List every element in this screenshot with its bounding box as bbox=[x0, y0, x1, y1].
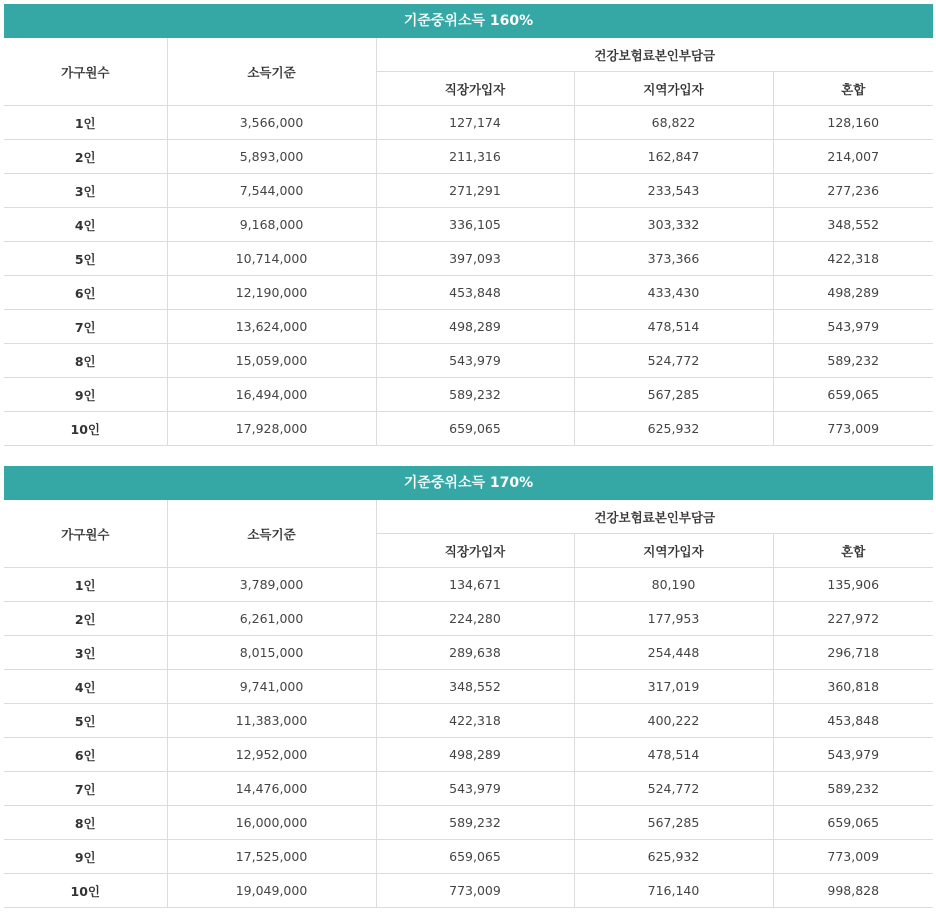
mixed-cell: 296,718 bbox=[773, 636, 933, 670]
income-cell: 15,059,000 bbox=[167, 344, 376, 378]
regional-cell: 162,847 bbox=[574, 140, 773, 174]
household-cell: 1인 bbox=[4, 568, 167, 602]
regional-cell: 233,543 bbox=[574, 174, 773, 208]
table-row bbox=[4, 704, 933, 738]
workplace-cell: 543,979 bbox=[376, 772, 574, 806]
income-cell: 8,015,000 bbox=[167, 636, 376, 670]
household-cell: 4인 bbox=[4, 670, 167, 704]
income-cell: 11,383,000 bbox=[167, 704, 376, 738]
regional-cell: 317,019 bbox=[574, 670, 773, 704]
regional-cell: 567,285 bbox=[574, 806, 773, 840]
household-cell: 10인 bbox=[4, 874, 167, 908]
income-cell: 17,928,000 bbox=[167, 412, 376, 446]
workplace-cell: 224,280 bbox=[376, 602, 574, 636]
workplace-cell: 589,232 bbox=[376, 378, 574, 412]
mixed-cell: 227,972 bbox=[773, 602, 933, 636]
header-workplace: 직장가입자 bbox=[376, 72, 574, 106]
household-cell: 5인 bbox=[4, 704, 167, 738]
income-cell: 14,476,000 bbox=[167, 772, 376, 806]
header-workplace: 직장가입자 bbox=[376, 534, 574, 568]
mixed-cell: 128,160 bbox=[773, 106, 933, 140]
regional-cell: 625,932 bbox=[574, 412, 773, 446]
header-income: 소득기준 bbox=[167, 500, 376, 568]
header-regional: 지역가입자 bbox=[574, 72, 773, 106]
workplace-cell: 498,289 bbox=[376, 738, 574, 772]
table-row bbox=[4, 568, 933, 602]
workplace-cell: 659,065 bbox=[376, 840, 574, 874]
header-regional: 지역가입자 bbox=[574, 534, 773, 568]
regional-cell: 524,772 bbox=[574, 772, 773, 806]
household-cell: 2인 bbox=[4, 602, 167, 636]
regional-cell: 567,285 bbox=[574, 378, 773, 412]
table-row bbox=[4, 140, 933, 174]
income-cell: 16,494,000 bbox=[167, 378, 376, 412]
table-row bbox=[4, 174, 933, 208]
mixed-cell: 773,009 bbox=[773, 412, 933, 446]
table-row bbox=[4, 106, 933, 140]
regional-cell: 625,932 bbox=[574, 840, 773, 874]
workplace-cell: 348,552 bbox=[376, 670, 574, 704]
household-cell: 9인 bbox=[4, 378, 167, 412]
table-row bbox=[4, 242, 933, 276]
table-row bbox=[4, 636, 933, 670]
workplace-cell: 271,291 bbox=[376, 174, 574, 208]
regional-cell: 68,822 bbox=[574, 106, 773, 140]
income-cell: 6,261,000 bbox=[167, 602, 376, 636]
workplace-cell: 134,671 bbox=[376, 568, 574, 602]
regional-cell: 524,772 bbox=[574, 344, 773, 378]
household-cell: 10인 bbox=[4, 412, 167, 446]
table-block-170 bbox=[4, 466, 933, 908]
table-row bbox=[4, 772, 933, 806]
table-title: 기준중위소득 170% bbox=[4, 466, 933, 500]
regional-cell: 177,953 bbox=[574, 602, 773, 636]
income-cell: 16,000,000 bbox=[167, 806, 376, 840]
income-cell: 12,190,000 bbox=[167, 276, 376, 310]
income-cell: 12,952,000 bbox=[167, 738, 376, 772]
workplace-cell: 589,232 bbox=[376, 806, 574, 840]
income-cell: 9,168,000 bbox=[167, 208, 376, 242]
workplace-cell: 336,105 bbox=[376, 208, 574, 242]
income-cell: 10,714,000 bbox=[167, 242, 376, 276]
mixed-cell: 453,848 bbox=[773, 704, 933, 738]
header-row bbox=[4, 500, 933, 534]
income-cell: 13,624,000 bbox=[167, 310, 376, 344]
income-cell: 19,049,000 bbox=[167, 874, 376, 908]
household-cell: 7인 bbox=[4, 310, 167, 344]
header-premium-group: 건강보험료본인부담금 bbox=[376, 38, 933, 72]
table-row bbox=[4, 806, 933, 840]
mixed-cell: 659,065 bbox=[773, 806, 933, 840]
income-cell: 17,525,000 bbox=[167, 840, 376, 874]
header-premium-group: 건강보험료본인부담금 bbox=[376, 500, 933, 534]
table-row bbox=[4, 344, 933, 378]
income-cell: 3,566,000 bbox=[167, 106, 376, 140]
table-row bbox=[4, 378, 933, 412]
header-mixed: 혼합 bbox=[773, 72, 933, 106]
household-cell: 3인 bbox=[4, 636, 167, 670]
workplace-cell: 211,316 bbox=[376, 140, 574, 174]
household-cell: 9인 bbox=[4, 840, 167, 874]
workplace-cell: 289,638 bbox=[376, 636, 574, 670]
household-cell: 4인 bbox=[4, 208, 167, 242]
workplace-cell: 659,065 bbox=[376, 412, 574, 446]
regional-cell: 303,332 bbox=[574, 208, 773, 242]
table-row bbox=[4, 840, 933, 874]
mixed-cell: 277,236 bbox=[773, 174, 933, 208]
mixed-cell: 214,007 bbox=[773, 140, 933, 174]
workplace-cell: 397,093 bbox=[376, 242, 574, 276]
regional-cell: 254,448 bbox=[574, 636, 773, 670]
mixed-cell: 422,318 bbox=[773, 242, 933, 276]
household-cell: 7인 bbox=[4, 772, 167, 806]
mixed-cell: 498,289 bbox=[773, 276, 933, 310]
workplace-cell: 543,979 bbox=[376, 344, 574, 378]
household-cell: 3인 bbox=[4, 174, 167, 208]
regional-cell: 478,514 bbox=[574, 738, 773, 772]
mixed-cell: 348,552 bbox=[773, 208, 933, 242]
mixed-cell: 543,979 bbox=[773, 310, 933, 344]
regional-cell: 478,514 bbox=[574, 310, 773, 344]
table-title: 기준중위소득 160% bbox=[4, 4, 933, 38]
header-row bbox=[4, 38, 933, 72]
mixed-cell: 589,232 bbox=[773, 772, 933, 806]
table-row bbox=[4, 412, 933, 446]
mixed-cell: 135,906 bbox=[773, 568, 933, 602]
table-row bbox=[4, 738, 933, 772]
workplace-cell: 773,009 bbox=[376, 874, 574, 908]
regional-cell: 433,430 bbox=[574, 276, 773, 310]
mixed-cell: 659,065 bbox=[773, 378, 933, 412]
header-income: 소득기준 bbox=[167, 38, 376, 106]
header-household: 가구원수 bbox=[4, 500, 167, 568]
header-mixed: 혼합 bbox=[773, 534, 933, 568]
regional-cell: 80,190 bbox=[574, 568, 773, 602]
regional-cell: 400,222 bbox=[574, 704, 773, 738]
mixed-cell: 773,009 bbox=[773, 840, 933, 874]
income-cell: 7,544,000 bbox=[167, 174, 376, 208]
table-block-160 bbox=[4, 4, 933, 446]
workplace-cell: 422,318 bbox=[376, 704, 574, 738]
regional-cell: 373,366 bbox=[574, 242, 773, 276]
income-table bbox=[4, 38, 933, 446]
income-cell: 9,741,000 bbox=[167, 670, 376, 704]
income-cell: 5,893,000 bbox=[167, 140, 376, 174]
regional-cell: 716,140 bbox=[574, 874, 773, 908]
workplace-cell: 498,289 bbox=[376, 310, 574, 344]
table-row bbox=[4, 276, 933, 310]
table-row bbox=[4, 874, 933, 908]
household-cell: 1인 bbox=[4, 106, 167, 140]
mixed-cell: 589,232 bbox=[773, 344, 933, 378]
income-table bbox=[4, 500, 933, 908]
header-household: 가구원수 bbox=[4, 38, 167, 106]
household-cell: 2인 bbox=[4, 140, 167, 174]
table-row bbox=[4, 208, 933, 242]
table-row bbox=[4, 670, 933, 704]
household-cell: 6인 bbox=[4, 276, 167, 310]
table-row bbox=[4, 310, 933, 344]
household-cell: 8인 bbox=[4, 344, 167, 378]
income-cell: 3,789,000 bbox=[167, 568, 376, 602]
household-cell: 6인 bbox=[4, 738, 167, 772]
workplace-cell: 453,848 bbox=[376, 276, 574, 310]
workplace-cell: 127,174 bbox=[376, 106, 574, 140]
mixed-cell: 543,979 bbox=[773, 738, 933, 772]
mixed-cell: 998,828 bbox=[773, 874, 933, 908]
household-cell: 8인 bbox=[4, 806, 167, 840]
household-cell: 5인 bbox=[4, 242, 167, 276]
mixed-cell: 360,818 bbox=[773, 670, 933, 704]
table-row bbox=[4, 602, 933, 636]
